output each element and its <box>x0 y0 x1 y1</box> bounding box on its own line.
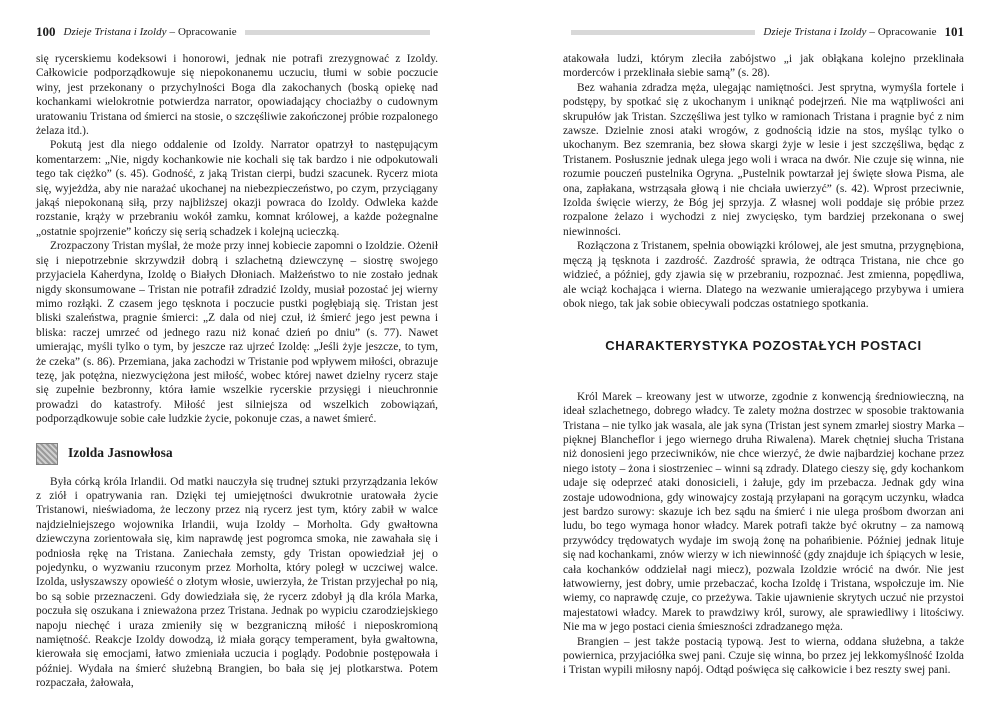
paragraph: Rozłączona z Tristanem, spełnia obowiązki królowej, ale jest smutna, przygnębiona, męczą ją tęsknota i zazdrość. Zazdrość sprawia, że odtrąca Tristana, nie chce go widzieć, a później, gdy zjawia się w przebraniu, rozpoznać. Jest zmienna, popędliwa, ale wciąż kochająca i wierna. Dlatego na wezwanie umierającego przybywa i umiera obok niego, tak jak sobie obiecywali podczas ostatniego spotkania. <box>563 240 964 310</box>
header-separator: – <box>869 26 875 38</box>
header-separator: – <box>169 26 175 38</box>
running-subtitle: Opracowanie <box>877 26 937 38</box>
paragraph: Król Marek – kreowany jest w utworze, zgodnie z konwencją średniowieczną, na ideał szlachetnego, dobrego władcy. Te zalety można dostrzec w sposobie traktowania Tristana – nie tylko jak wasala, ale jak syna (Tristan jest synem zmarłej siostry Marka – pięknej Blancheflor i jego wiernego druha Riwalena). Marek chętniej słucha Tristana niż donosieni jego przeciwników, nie chce wierzyć, że dwie najbardziej kochane przez niego istoty – żona i siostrzeniec – winni są zdrady. Dlatego cieszy się, gdy kochankom udaje się odeprzeć ataki donosicieli, i żałuje, gdy im przebacza. Jednak gdy wina zostaje udowodniona, gdy winowajcy zostają przyłapani na gorącym uczynku, władca jest bardzo surowy: skazuje ich bez sądu na śmierć i nie ulega prośbom dworzan ani ludu, bo tego wymaga honor władcy. Marek potrafi także być okrutny – za namową przywódcy trędowatych wydaje im swoją żonę na pohańbienie. Później jednak lituje się nad kochankami, znów wierzy w ich niewinność (gdy znajduje ich śpiących w lesie, cała kochanków oddzielał nagi miecz), pozwala Izoldzie wrócić na dwór. Nie jest łatwowierny, jest dobry, umie przebaczać, kocha Izoldę i Tristana, wspołczuje im. Nie wiemy, co naprawdę czuje, co przeżywa. Takie ujawnienie skrytych uczuć nie przystoi majestatowi władcy. Marek to prawdziwy król, surowy, ale sprawiedliwy i litościwy. Nie ma w jego postaci cienia śmieszności zdradzanego męża. <box>563 390 964 634</box>
paragraph: Bez wahania zdradza męża, ulegając namiętności. Jest sprytna, wymyśla fortele i podstępy, by spotkać się z ukochanym i uniknąć podejrzeń. Nie ma wątpliwości ani skrupułów jak Tristan. Szczęśliwa jest tylko w ramionach Tristana i pragnie być z nim zawsze. Dzielnie znosi ataki wrogów, z godnością idzie na stos, myśląc tylko o ukochanym. Bez szemrania, bez słowa skargi żyje w lesie i jest szczęśliwa, będąc z Tristanem. Posłusznie jednak ulega jego woli i wraca na dwór. Nie czuje się winna, nie rozumie pouczeń pustelnika Ogryna. „Pustelnik powtarzał jej święte słowa Pisma, ale ona, zapłakana, wstrząsała głową i nie chciała uwierzyć” (s. 42). Wprost przeciwnie, Izolda święcie wierzy, że Bóg jej sprzyja. Z własnej woli poddaje się próbie przez rozpalone żelazo i wychodzi z niej zwycięsko, tym bardziej przekonana o swej niewinności. <box>563 81 964 238</box>
ornament-icon <box>36 443 58 465</box>
paragraph: Była córką króla Irlandii. Od matki nauczyła się trudnej sztuki przyrządzania leków z ziół i opatrywania ran. Dzięki tej umiejętności dwukrotnie uratowała życie Tristanowi, nieświadoma, że leczony przez nią rycerz jest tym, który zabił w walce najdzielniejszego wojownika Irlandii, wuja Izoldy – Morholta. Gdy gwałtowna dziewczyna zorientowała się, kim naprawdę jest pogromca smoka, nie zawahała się i podniosła rękę na Tristana. Zaniechała zemsty, gdy Tristan opowiedział jej o pojedynku, o wyzwaniu rzuconym przez Morholta, który poległ w uczciwej walce. Izolda, usłyszawszy opowieść o złotym włosie, uwierzyła, że Tristan przyjechał po nią, bo są sobie przeznaczeni. Gdy dowiedziała się, że rycerz zdobył ją dla króla Marka, poczuła się oszukana i znieważona przez Tristana. Jednak po wypiciu czarodziejskiego napoju niechęć i uraza zmieniły się w bezgraniczną miłość i nieposkromioną namiętność. Reakcje Izoldy dowodzą, iż miała gorący temperament, była gwałtowna, kierowała się emocjami, łatwo zmieniała uczucia i poglądy. Podobnie postępowała i później. Wydała na śmierć służebną Brangien, bo bała się jej plotkarstwa. Potem rozpaczała, żałowała, <box>36 475 438 690</box>
subheading-block <box>36 443 438 465</box>
right-page <box>500 0 1000 712</box>
page-number: 101 <box>944 24 964 39</box>
right-text-column <box>563 52 964 678</box>
running-title: Dzieje Tristana i Izoldy <box>763 26 867 38</box>
subheading: Izolda Jasnowłosa <box>68 445 173 461</box>
left-text-column <box>36 52 438 691</box>
running-header-right <box>563 24 964 40</box>
paragraph: atakowała ludzi, którym zleciła zabójstwo „i jak obłąkana kolejno przeklinała morderców i przeklinała siebie samą” (s. 28). <box>563 53 964 80</box>
section-heading: CHARAKTERYSTYKA POZOSTAŁYCH POSTACI <box>605 338 922 354</box>
running-title: Dzieje Tristana i Izoldy <box>63 26 167 38</box>
running-subtitle: Opracowanie <box>177 26 237 38</box>
header-rule <box>245 30 430 35</box>
paragraph: Pokutą jest dla niego oddalenie od Izoldy. Narrator opatrzył to następującym komentarzem: „Nie, nigdy kochankowie nie kochali się tak bardzo i nie odpokutowali tego tak ciężko” (s. 45). Godność, z jaką Tristan cierpi, budzi szacunek. Rycerz miota się, wyjeżdża, aby nie narażać ukochanej na niebezpieczeństwo, po czym, przyciągany jakąś niepokonaną siłą, przy najbliższej okazji powraca do Izoldy. Odwleka każde rozstanie, krąży w przebraniu wokół zamku, komnat królowej, a każde pożegnalne „ostatnie spojrzenie” kończy się serią schadzek i kolejną ucieczką. <box>36 139 438 238</box>
paragraph: się rycerskiemu kodeksowi i honorowi, jednak nie potrafi zrezygnować z Izoldy. Całkowicie podporządkowuje się niepokonanemu uczuciu, tłumi w sobie poczucie winy, jest przekonany o przychylności Boga dla zakochanych (boską opiekę nad kochankami wielokrotnie potwierdza narrator, opowiadający chociażby o cudownym uratowaniu Tristana od śmierci na stosie, o szczęśliwie zakończonej próbie rozpalonego żelaza itd.). <box>36 53 438 138</box>
paragraph: Brangien – jest także postacią typową. Jest to wierna, oddana służebna, a także powiernica, przyjaciółka swej pani. Czuje się winna, bo przez jej lekkomyślność Izolda i Tristan wypili miłosny napój. Odtąd poświęca się całkowicie i bez reszty swej pani. <box>563 635 964 677</box>
running-header-left <box>36 24 438 40</box>
page-number: 100 <box>36 24 56 39</box>
header-rule <box>571 30 755 35</box>
paragraph: Zrozpaczony Tristan myślał, że może przy innej kobiecie zapomni o Izoldzie. Ożenił się i niepotrzebnie skrzywdził dobrą i szlachetną dziewczynę – siostrę swojego przyjaciela Kaherdyna, Izoldę o Białych Dłoniach. Małżeństwo to nie zostało jednak nigdy skonsumowane – Tristan nie potrafił zdradzić Izoldy, musiał pozostać jej wierny mimo rozłąki. Z czasem jego tęsknota i poczucie pustki pogłębiają się. Tristan jest bliski szaleństwa, pragnie śmierci: „Z dala od niej czuł, iż śmierć jego jest pewna i bliska: raczej umrzeć od jednego razu niż konać dzień po dniu” (s. 77). Nawet umierając, myśli tylko o tym, by jeszcze raz ujrzeć Izoldę: „Jeśli żyje jeszcze, to tym, że czeka” (s. 86). Przemiana, jaka zachodzi w Tristanie pod wpływem miłości, obrazuje tezę, jak potężna, niezwyciężona jest miłość, wobec której nawet dzielny rycerz staje się zupełnie bezbronny, która łamie wszelkie rycerskie przysięgi i nieuchronnie prowadzi do katastrofy. Miłość jest silniejsza od wszelkich zobowiązań, podporządkowuje sobie całe ludzkie życie, pokonuje czas, a nawet śmierć. <box>36 240 438 426</box>
